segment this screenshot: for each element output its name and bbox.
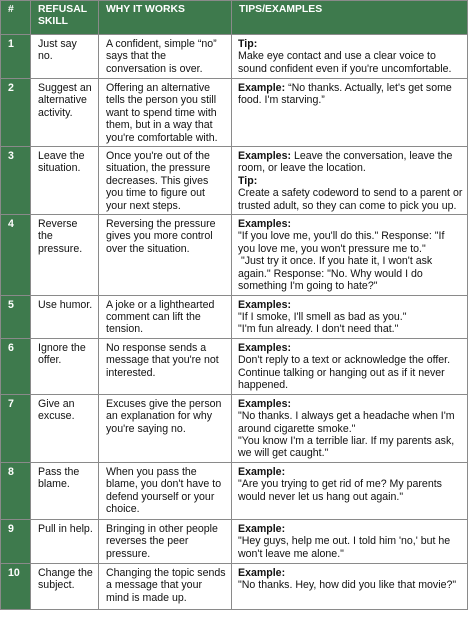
table-header-row [1,1,468,35]
table-row [1,147,468,215]
tip-label: Example: [238,566,286,579]
tip-text: Make eye contact and use a clear voice to sound confident even if you're uncomfortable. [238,50,452,75]
tips-examples [232,563,468,609]
tip-text: “No thanks. Actually, let's get some food. I'm starving.” [238,82,452,107]
tip-line [238,187,463,212]
tip-line [238,398,463,410]
table-row [1,338,468,394]
tip-line [238,523,463,535]
tips-examples [232,79,468,147]
tip-text: "If you love me, you'll do this." Response: "If you love me, you won't pressure me to." [238,230,445,255]
why-it-works: Bringing in other people reverses the peer pressure. [99,519,232,563]
row-number: 5 [1,295,31,338]
tip-line [238,466,463,478]
tip-label: Examples: [238,150,291,163]
refusal-skill: Pass the blame. [31,462,99,519]
table-row [1,79,468,147]
refusal-skill: Use humor. [31,295,99,338]
tips-examples [232,394,468,462]
tips-examples [232,147,468,215]
table-body [1,35,468,610]
why-it-works: Changing the topic sends a message that your mind is made up. [99,563,232,609]
table-row [1,295,468,338]
table-row [1,462,468,519]
tip-line [238,50,463,75]
row-number: 1 [1,35,31,79]
tip-text: "I'm fun already. I don't need that." [238,323,399,336]
why-it-works: When you pass the blame, you don't have to defend yourself or your choice. [99,462,232,519]
tip-line [238,478,463,503]
header-number: # [1,1,31,35]
tip-text: "You know I'm a terrible liar. If my parents ask, we will get caught." [238,434,455,460]
tips-examples [232,295,468,338]
tip-text: Don't reply to a text or acknowledge the offer. Continue talking or hanging out as if it never happened. [238,354,451,391]
tip-label: Example: [238,522,286,535]
tips-examples [232,519,468,563]
why-it-works: Excuses give the person an explanation for why you're saying no. [99,394,232,462]
tip-label: Tip: [238,174,258,187]
tip-label: Examples: [238,341,291,354]
tip-line [238,255,463,292]
tip-line [238,342,463,354]
why-it-works: A joke or a lighthearted comment can lift the tension. [99,295,232,338]
tip-line [238,579,463,591]
why-it-works: No response sends a message that you're not interested. [99,338,232,394]
table-row [1,519,468,563]
row-number: 3 [1,147,31,215]
refusal-skill: Ignore the offer. [31,338,99,394]
tip-label: Examples: [238,397,291,410]
refusal-skill: Reverse the pressure. [31,215,99,295]
tip-text: "No thanks. I always get a headache when I'm around cigarette smoke." [238,410,455,435]
tip-line [238,323,463,335]
tip-line [238,38,463,50]
refusal-skill: Change the subject. [31,563,99,609]
header-why-it-works: WHY IT WORKS [99,1,232,35]
header-tips-examples: TIPS/EXAMPLES [232,1,468,35]
tip-line [238,150,463,175]
tip-line [238,567,463,579]
row-number: 6 [1,338,31,394]
tip-line [238,535,463,560]
tip-text: Leave the conversation, leave the room, or leave the location. [238,150,453,175]
tip-text: "No thanks. Hey, how did you like that movie?" [238,579,457,592]
table-row [1,35,468,79]
tip-label: Examples: [238,218,291,231]
tip-line [238,311,463,323]
refusal-skill: Pull in help. [31,519,99,563]
row-number: 4 [1,215,31,295]
row-number: 9 [1,519,31,563]
why-it-works: Reversing the pressure gives you more control over the situation. [99,215,232,295]
tips-examples [232,35,468,79]
why-it-works: Offering an alternative tells the person you still want to spend time with them, but in a way that you're comfortable with. [99,79,232,147]
row-number: 7 [1,394,31,462]
tip-text: "Are you trying to get rid of me? My parents would never let us hang out again." [238,478,442,503]
tip-text: Create a safety codeword to send to a parent or trusted adult, so they can come to pick you up. [238,187,463,212]
tip-line [238,435,463,460]
why-it-works: A confident, simple “no” says that the conversation is over. [99,35,232,79]
header-refusal-skill: REFUSAL SKILL [31,1,99,35]
why-it-works: Once you're out of the situation, the pressure decreases. This gives you time to figure out your next steps. [99,147,232,215]
tip-text: "Just try it once. If you hate it, I won't ask again." Response: "No. Why would I do something I'm going to hate?" [238,255,433,293]
tip-line [238,218,463,230]
tip-line [238,299,463,311]
refusal-skill: Suggest an alternative activity. [31,79,99,147]
tips-examples [232,338,468,394]
tip-text: "Hey guys, help me out. I told him 'no,' but he won't leave me alone." [238,535,451,560]
row-number: 10 [1,563,31,609]
tip-label: Examples: [238,298,291,311]
tip-line [238,82,463,107]
table-row [1,215,468,295]
tip-label: Example: [238,465,286,478]
refusal-skill: Give an excuse. [31,394,99,462]
table-row [1,563,468,609]
tip-line [238,175,463,187]
tip-text: "If I smoke, I'll smell as bad as you." [238,310,407,323]
row-number: 2 [1,79,31,147]
tips-examples [232,462,468,519]
tip-line [238,230,463,255]
refusal-skill: Just say no. [31,35,99,79]
row-number: 8 [1,462,31,519]
tip-line [238,410,463,435]
tip-label: Example: [238,82,286,94]
refusal-skill: Leave the situation. [31,147,99,215]
table-row [1,394,468,462]
tips-examples [232,215,468,295]
tip-label: Tip: [238,38,258,50]
tip-line [238,354,463,391]
